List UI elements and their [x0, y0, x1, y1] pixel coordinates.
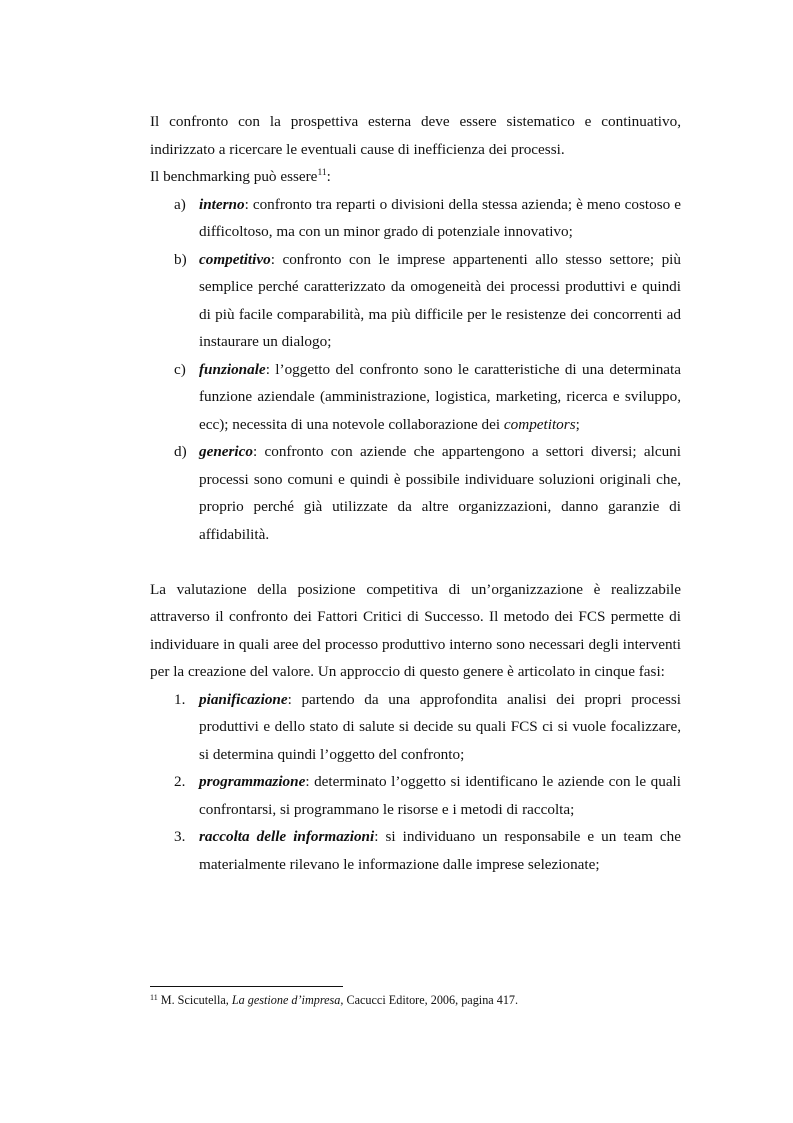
list-italic-term: competitors	[503, 415, 576, 433]
list-term: interno	[199, 195, 245, 213]
list-marker: 3.	[174, 828, 186, 845]
footnote-divider	[150, 986, 343, 987]
list-term: raccolta delle informazioni	[199, 828, 375, 845]
benchmark-types-list	[150, 191, 681, 549]
list-text: : l’oggetto del confronto sono le caratteristiche di una determinata funzione aziendale (amministrazione, logistica, marketing, ricerca e sviluppo, ecc); necessita di una notevole collaborazione dei	[199, 360, 681, 433]
intro-sentence-1: Il confronto con la prospettiva esterna deve essere sistematico e continuativo, indirizzato a ricercare le eventuali cause di inefficienza dei processi.	[150, 113, 681, 158]
footnote-publisher: Cacucci Editore, 2006, pagina 417.	[343, 993, 519, 1007]
list-item	[150, 438, 681, 548]
list-item	[150, 191, 681, 246]
list-item	[150, 356, 681, 439]
list-item	[150, 768, 681, 823]
list-marker: 2.	[174, 773, 186, 790]
fcs-paragraph: La valutazione della posizione competitiva di un’organizzazione è realizzabile attraverso il confronto dei Fattori Critici di Successo. Il metodo dei FCS permette di individuare in quali aree del processo produttivo interno sono necessari degli interventi per la creazione del valore. Un approccio di questo genere è articolato in cinque fasi:	[150, 580, 681, 680]
paragraph-spacer	[150, 548, 681, 576]
footnote-reference[interactable]: 11	[317, 168, 327, 178]
intro-sentence-2: Il benchmarking può essere	[150, 168, 318, 185]
footnote-author: M. Scicutella,	[157, 993, 232, 1007]
list-term: programmazione	[199, 773, 306, 790]
list-term: funzionale	[199, 360, 266, 378]
list-term: pianificazione	[199, 690, 288, 708]
list-marker: d)	[174, 443, 187, 460]
list-item	[150, 823, 681, 878]
footnote-number: 11	[150, 993, 158, 1002]
list-term: generico	[199, 443, 253, 460]
list-marker: b)	[174, 250, 187, 268]
list-text: : determinato l’oggetto si identificano le aziende con le quali confrontarsi, si programmano le risorse e i metodi di raccolta;	[199, 773, 681, 818]
list-text: : si individuano un responsabile e un team che materialmente rilevano le informazione dalle imprese selezionate;	[199, 828, 681, 873]
list-text: : confronto con le imprese appartenenti allo stesso settore; più semplice perché caratterizzato da omogeneità dei processi produttivi e quindi di più facile comparabilità, ma più difficile per le resistenze dei concorrenti ad instaurare un dialogo;	[199, 250, 681, 350]
list-marker: c)	[174, 360, 186, 378]
list-text: : confronto con aziende che appartengono a settori diversi; alcuni processi sono comuni e quindi è possibile individuare soluzioni originali che, proprio perché già utilizzate da altre organizzazioni, danno garanzie di affidabilità.	[199, 443, 681, 543]
list-item	[150, 686, 681, 769]
list-text-end: ;	[575, 415, 580, 433]
page-body	[150, 108, 681, 878]
footnote	[150, 992, 518, 1008]
intro-sentence-2-end: :	[326, 168, 331, 185]
list-marker: 1.	[174, 690, 186, 708]
list-term: competitivo	[199, 250, 271, 268]
intro-paragraph	[150, 108, 681, 191]
list-text: : confronto tra reparti o divisioni della stessa azienda; è meno costoso e difficoltoso, ma con un minor grado di potenziale innovativo;	[199, 195, 681, 240]
phases-list	[150, 686, 681, 879]
list-text: : partendo da una approfondita analisi dei propri processi produttivi e dello stato di salute si decide su quali FCS ci si vuole focalizzare, si determina quindi l’oggetto del confronto;	[199, 690, 681, 763]
list-item	[150, 246, 681, 356]
footnote-title: La gestione d’impresa,	[231, 993, 344, 1007]
list-marker: a)	[174, 195, 186, 213]
